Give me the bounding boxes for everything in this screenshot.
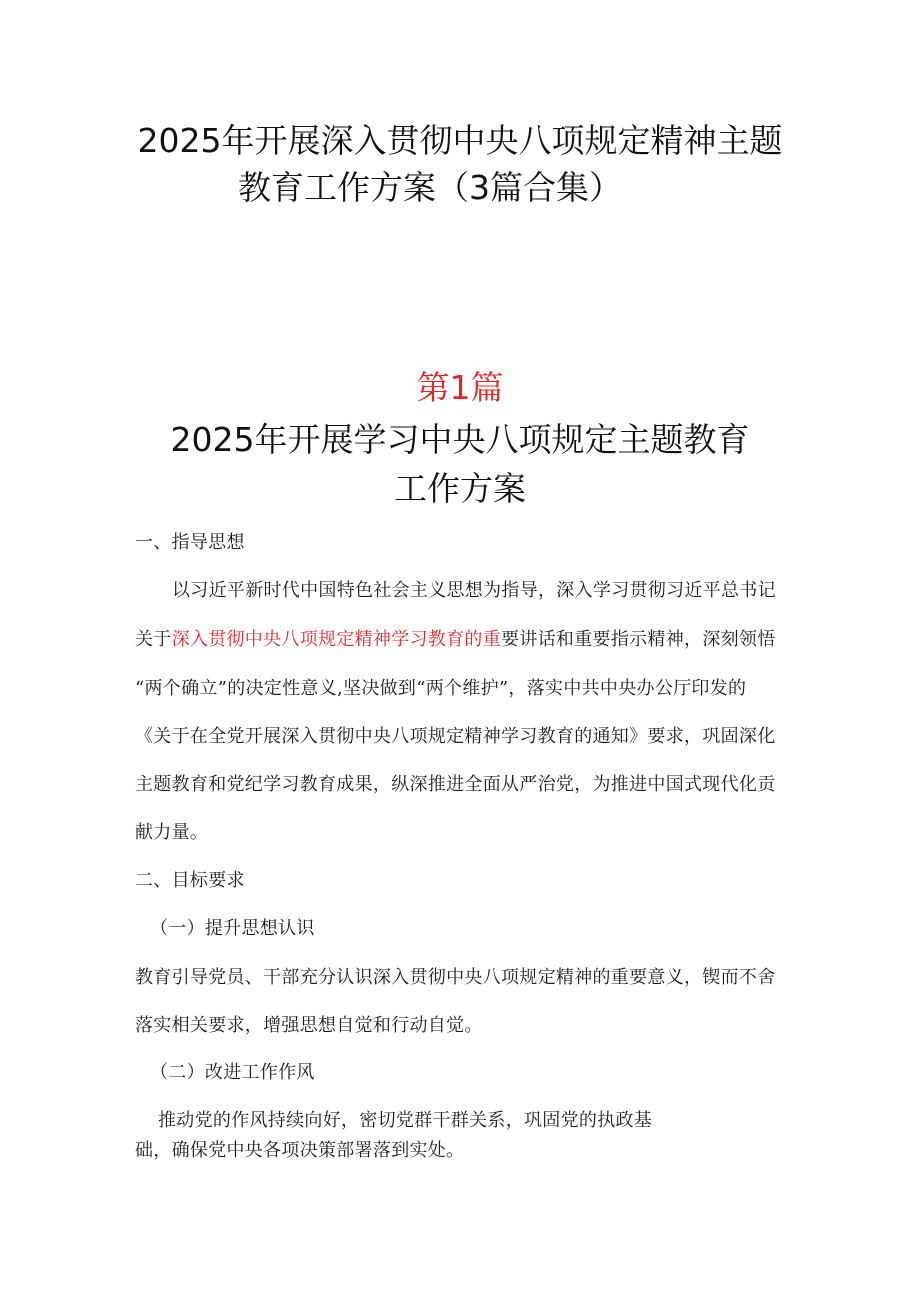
paragraph-fragment: 要讲话和重要指示精神，深刻领悟 <box>501 629 776 650</box>
heading-guiding-ideology: 一、指导思想 <box>135 532 245 553</box>
paragraph-line: 础，确保党中央各项决策部署落到实处。 <box>135 1140 465 1161</box>
paragraph-line: 献力量。 <box>135 822 209 843</box>
document-title-line-2: 教育工作方案（3篇合集） <box>238 168 622 207</box>
paragraph-line: 《关于在全党开展深入贯彻中央八项规定精神学习教育的通知》要求，巩固深化 <box>135 726 776 747</box>
heading-goals: 二、目标要求 <box>135 870 245 891</box>
section-title-line-2: 工作方案 <box>394 469 526 508</box>
chapter-label: 第1篇 <box>416 368 504 407</box>
subheading-thinking: （一）提升思想认识 <box>150 918 315 939</box>
paragraph-line <box>135 625 776 651</box>
paragraph-line: 以习近平新时代中国特色社会主义思想为指导，深入学习贯彻习近平总书记 <box>172 580 776 601</box>
paragraph-line: 教育引导党员、干部充分认识深入贯彻中央八项规定精神的重要意义，锲而不舍 <box>135 967 776 988</box>
paragraph-line: 主题教育和党纪学习教育成果，纵深推进全面从严治党，为推进中国式现代化贡 <box>135 774 776 795</box>
section-title-line-1: 2025年开展学习中央八项规定主题教育 <box>170 420 750 459</box>
paragraph-line: 落实相关要求，增强思想自觉和行动自觉。 <box>135 1015 483 1036</box>
paragraph-line: “两个确立”的决定性意义,坚决做到“两个维护”，落实中共中央办公厅印发的 <box>135 678 747 699</box>
paragraph-line: 推动党的作风持续向好，密切党群干群关系，巩固党的执政基 <box>158 1110 653 1131</box>
paragraph-fragment: 关于 <box>135 629 172 650</box>
document-title-line-1: 2025年开展深入贯彻中央八项规定精神主题 <box>137 121 783 160</box>
highlighted-text: 深入贯彻中央八项规定精神学习教育的重 <box>171 629 502 650</box>
subheading-work-style: （二）改进工作作风 <box>150 1062 315 1083</box>
